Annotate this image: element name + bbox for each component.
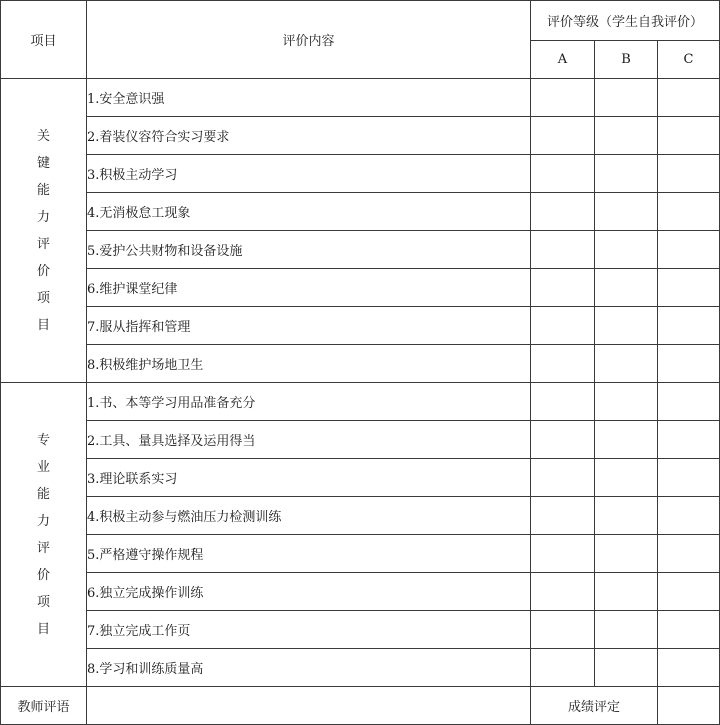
grade-cell-b[interactable] xyxy=(595,155,658,193)
grade-cell-b[interactable] xyxy=(595,649,658,687)
grade-cell-a[interactable] xyxy=(531,193,595,231)
item-text: 6.独立完成操作训练 xyxy=(87,573,531,611)
grade-cell-a[interactable] xyxy=(531,459,595,497)
grade-cell-a[interactable] xyxy=(531,421,595,459)
item-text: 7.独立完成工作页 xyxy=(87,611,531,649)
item-text: 1.安全意识强 xyxy=(87,79,531,117)
grade-cell-c[interactable] xyxy=(658,307,720,345)
grade-level-b: B xyxy=(595,41,658,79)
grade-cell-b[interactable] xyxy=(595,269,658,307)
grade-cell-a[interactable] xyxy=(531,497,595,535)
grade-cell-a[interactable] xyxy=(531,573,595,611)
grade-cell-a[interactable] xyxy=(531,307,595,345)
item-text: 8.积极维护场地卫生 xyxy=(87,345,531,383)
grade-cell-b[interactable] xyxy=(595,345,658,383)
item-text: 2.着装仪容符合实习要求 xyxy=(87,117,531,155)
score-label: 成绩评定 xyxy=(531,687,658,725)
item-text: 1.书、本等学习用品准备充分 xyxy=(87,383,531,421)
item-text: 3.理论联系实习 xyxy=(87,459,531,497)
grade-header: 评价等级（学生自我评价） xyxy=(531,1,720,41)
grade-cell-b[interactable] xyxy=(595,193,658,231)
category-key-ability: 关键能力评价项目 xyxy=(1,79,87,383)
item-text: 2.工具、量具选择及运用得当 xyxy=(87,421,531,459)
grade-level-a: A xyxy=(531,41,595,79)
grade-cell-c[interactable] xyxy=(658,459,720,497)
grade-cell-c[interactable] xyxy=(658,535,720,573)
grade-cell-c[interactable] xyxy=(658,573,720,611)
grade-cell-c[interactable] xyxy=(658,193,720,231)
grade-cell-b[interactable] xyxy=(595,535,658,573)
grade-cell-a[interactable] xyxy=(531,345,595,383)
grade-level-c: C xyxy=(658,41,720,79)
category-professional-ability: 专业能力评价项目 xyxy=(1,383,87,687)
item-text: 8.学习和训练质量高 xyxy=(87,649,531,687)
grade-cell-c[interactable] xyxy=(658,79,720,117)
grade-cell-c[interactable] xyxy=(658,155,720,193)
grade-cell-c[interactable] xyxy=(658,611,720,649)
grade-cell-b[interactable] xyxy=(595,79,658,117)
item-text: 5.爱护公共财物和设备设施 xyxy=(87,231,531,269)
teacher-comment-field[interactable] xyxy=(87,687,531,725)
item-text: 4.积极主动参与燃油压力检测训练 xyxy=(87,497,531,535)
item-text: 4.无消极怠工现象 xyxy=(87,193,531,231)
score-field[interactable] xyxy=(658,687,720,725)
grade-cell-a[interactable] xyxy=(531,269,595,307)
grade-cell-a[interactable] xyxy=(531,155,595,193)
item-text: 3.积极主动学习 xyxy=(87,155,531,193)
grade-cell-b[interactable] xyxy=(595,383,658,421)
grade-cell-b[interactable] xyxy=(595,459,658,497)
grade-cell-b[interactable] xyxy=(595,573,658,611)
grade-cell-b[interactable] xyxy=(595,497,658,535)
grade-cell-b[interactable] xyxy=(595,231,658,269)
grade-cell-b[interactable] xyxy=(595,307,658,345)
grade-cell-c[interactable] xyxy=(658,231,720,269)
grade-cell-a[interactable] xyxy=(531,79,595,117)
grade-cell-c[interactable] xyxy=(658,383,720,421)
grade-cell-c[interactable] xyxy=(658,117,720,155)
grade-cell-a[interactable] xyxy=(531,649,595,687)
grade-cell-a[interactable] xyxy=(531,231,595,269)
grade-cell-c[interactable] xyxy=(658,649,720,687)
item-text: 7.服从指挥和管理 xyxy=(87,307,531,345)
grade-cell-c[interactable] xyxy=(658,345,720,383)
grade-cell-b[interactable] xyxy=(595,117,658,155)
grade-cell-b[interactable] xyxy=(595,611,658,649)
teacher-comment-label: 教师评语 xyxy=(1,687,87,725)
grade-cell-a[interactable] xyxy=(531,383,595,421)
project-header: 项目 xyxy=(1,1,87,79)
grade-cell-c[interactable] xyxy=(658,497,720,535)
grade-cell-a[interactable] xyxy=(531,611,595,649)
grade-cell-b[interactable] xyxy=(595,421,658,459)
grade-cell-c[interactable] xyxy=(658,421,720,459)
content-header: 评价内容 xyxy=(87,1,531,79)
grade-cell-c[interactable] xyxy=(658,269,720,307)
grade-cell-a[interactable] xyxy=(531,535,595,573)
item-text: 5.严格遵守操作规程 xyxy=(87,535,531,573)
grade-cell-a[interactable] xyxy=(531,117,595,155)
item-text: 6.维护课堂纪律 xyxy=(87,269,531,307)
